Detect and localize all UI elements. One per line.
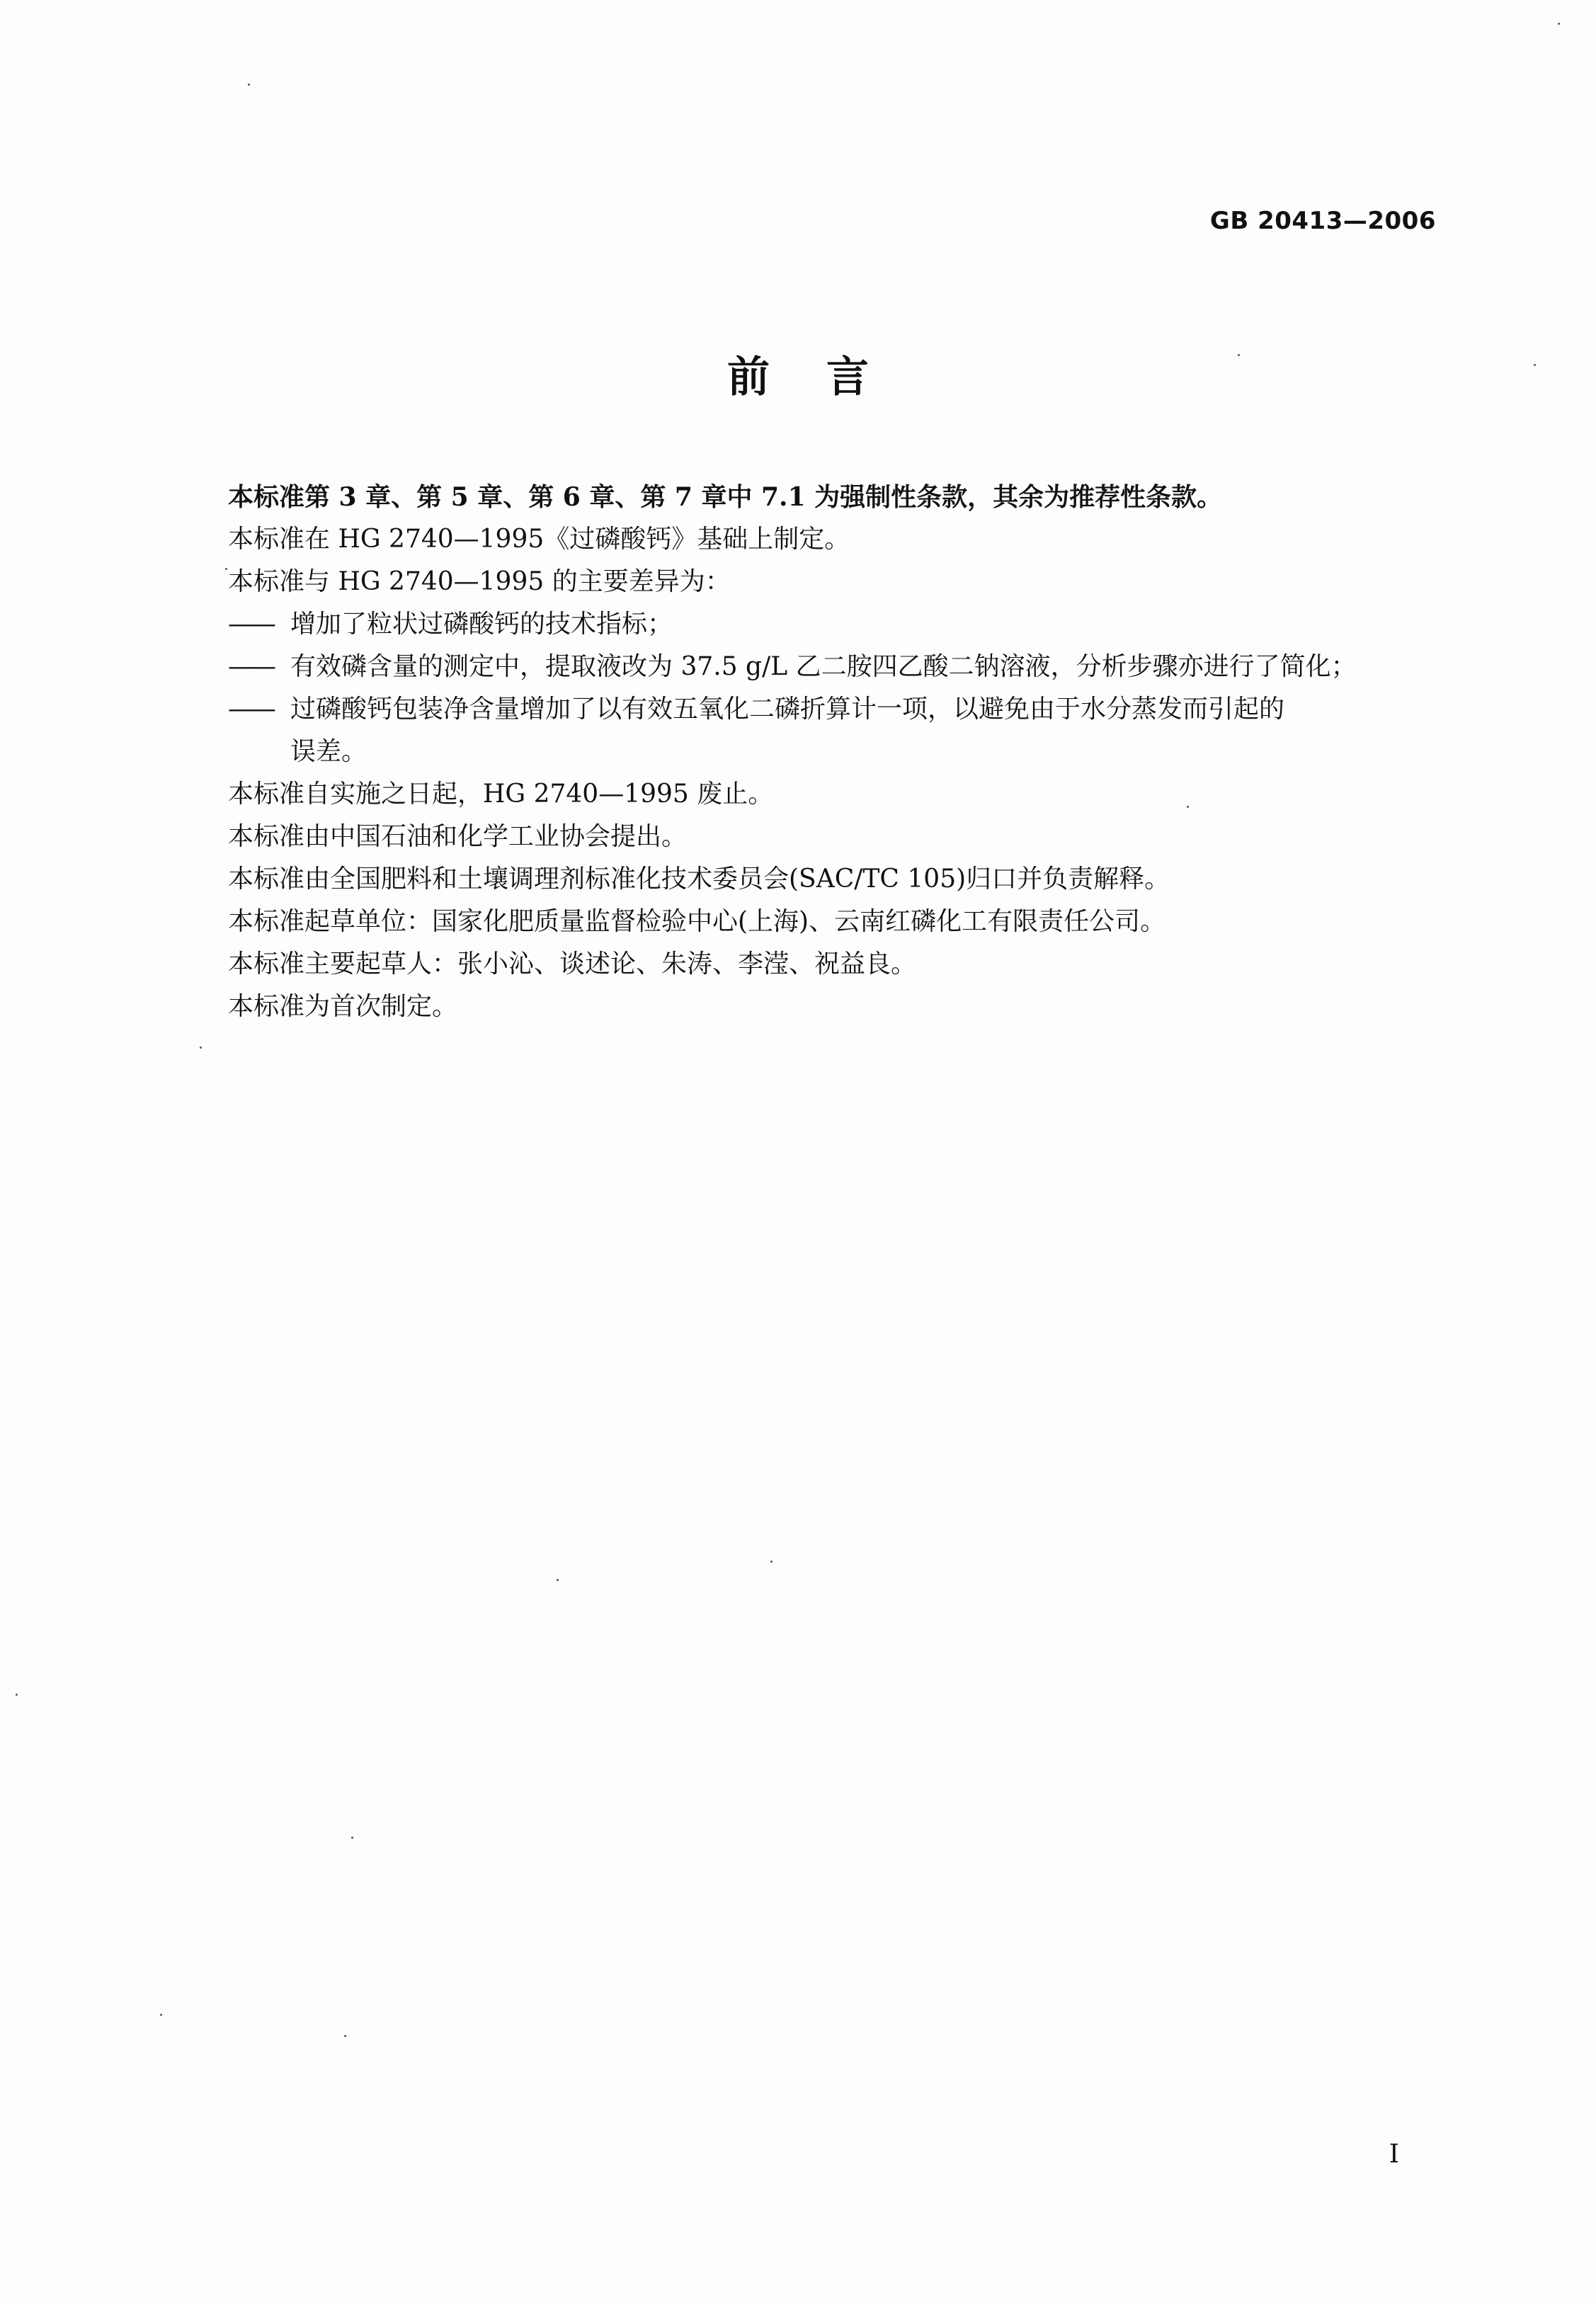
foreword-body <box>228 476 1453 1028</box>
page-title: 前言 <box>727 353 925 402</box>
scan-speck <box>1187 806 1189 808</box>
list-item-text <box>290 688 1453 773</box>
scan-speck <box>1558 23 1560 25</box>
paragraph-first-edition: 本标准为首次制定。 <box>228 992 458 1021</box>
paragraph-responsible-committee: 本标准由全国肥料和土壤调理剂标准化技术委员会(SAC/TC 105)归口并负责解释。 <box>228 865 1170 894</box>
scan-speck <box>225 568 227 570</box>
paragraph-drafting-units: 本标准起草单位：国家化肥质量监督检验中心(上海)、云南红磷化工有限责任公司。 <box>228 907 1166 936</box>
list-item-text: 增加了粒状过磷酸钙的技术指标； <box>290 610 673 639</box>
paragraph-drafters: 本标准主要起草人：张小沁、谈述论、朱涛、李滢、祝益良。 <box>228 949 917 979</box>
list-item <box>228 603 1453 646</box>
page-number: I <box>1389 2140 1399 2169</box>
scan-speck <box>200 1047 202 1049</box>
dash-bullet: —— <box>228 610 273 639</box>
scan-speck <box>160 2014 162 2016</box>
standard-code: GB 20413—2006 <box>1209 207 1436 235</box>
list-item <box>228 646 1453 688</box>
paragraph-basis: 本标准在 HG 2740—1995《过磷酸钙》基础上制定。 <box>228 525 850 554</box>
scan-speck <box>248 84 250 86</box>
list-item-text-line2: 误差。 <box>290 737 367 766</box>
scan-speck <box>557 1579 559 1581</box>
list-item-text: 有效磷含量的测定中，提取液改为 37.5 g/L 乙二胺四乙酸二钠溶液，分析步骤亦进行了简化； <box>290 652 1357 681</box>
scan-speck <box>1238 354 1240 356</box>
paragraph-replaces: 本标准自实施之日起，HG 2740—1995 废止。 <box>228 780 774 809</box>
scan-speck <box>344 2035 346 2037</box>
paragraph-differences-intro: 本标准与 HG 2740—1995 的主要差异为： <box>228 567 731 596</box>
scan-speck <box>351 1837 353 1839</box>
dash-bullet: —— <box>228 652 273 681</box>
list-item-text-line1: 过磷酸钙包装净含量增加了以有效五氧化二磷折算计一项，以避免由于水分蒸发而引起的 <box>290 695 1285 724</box>
dash-bullet: —— <box>228 695 273 724</box>
scan-speck <box>16 1694 18 1696</box>
list-item <box>228 688 1453 773</box>
scan-speck <box>1534 364 1536 366</box>
paragraph-mandatory-clauses: 本标准第 3 章、第 5 章、第 6 章、第 7 章中 7.1 为强制性条款，其余为推荐性条款。 <box>228 482 1223 512</box>
paragraph-proposed-by: 本标准由中国石油和化学工业协会提出。 <box>228 822 688 851</box>
scan-speck <box>770 1561 773 1563</box>
